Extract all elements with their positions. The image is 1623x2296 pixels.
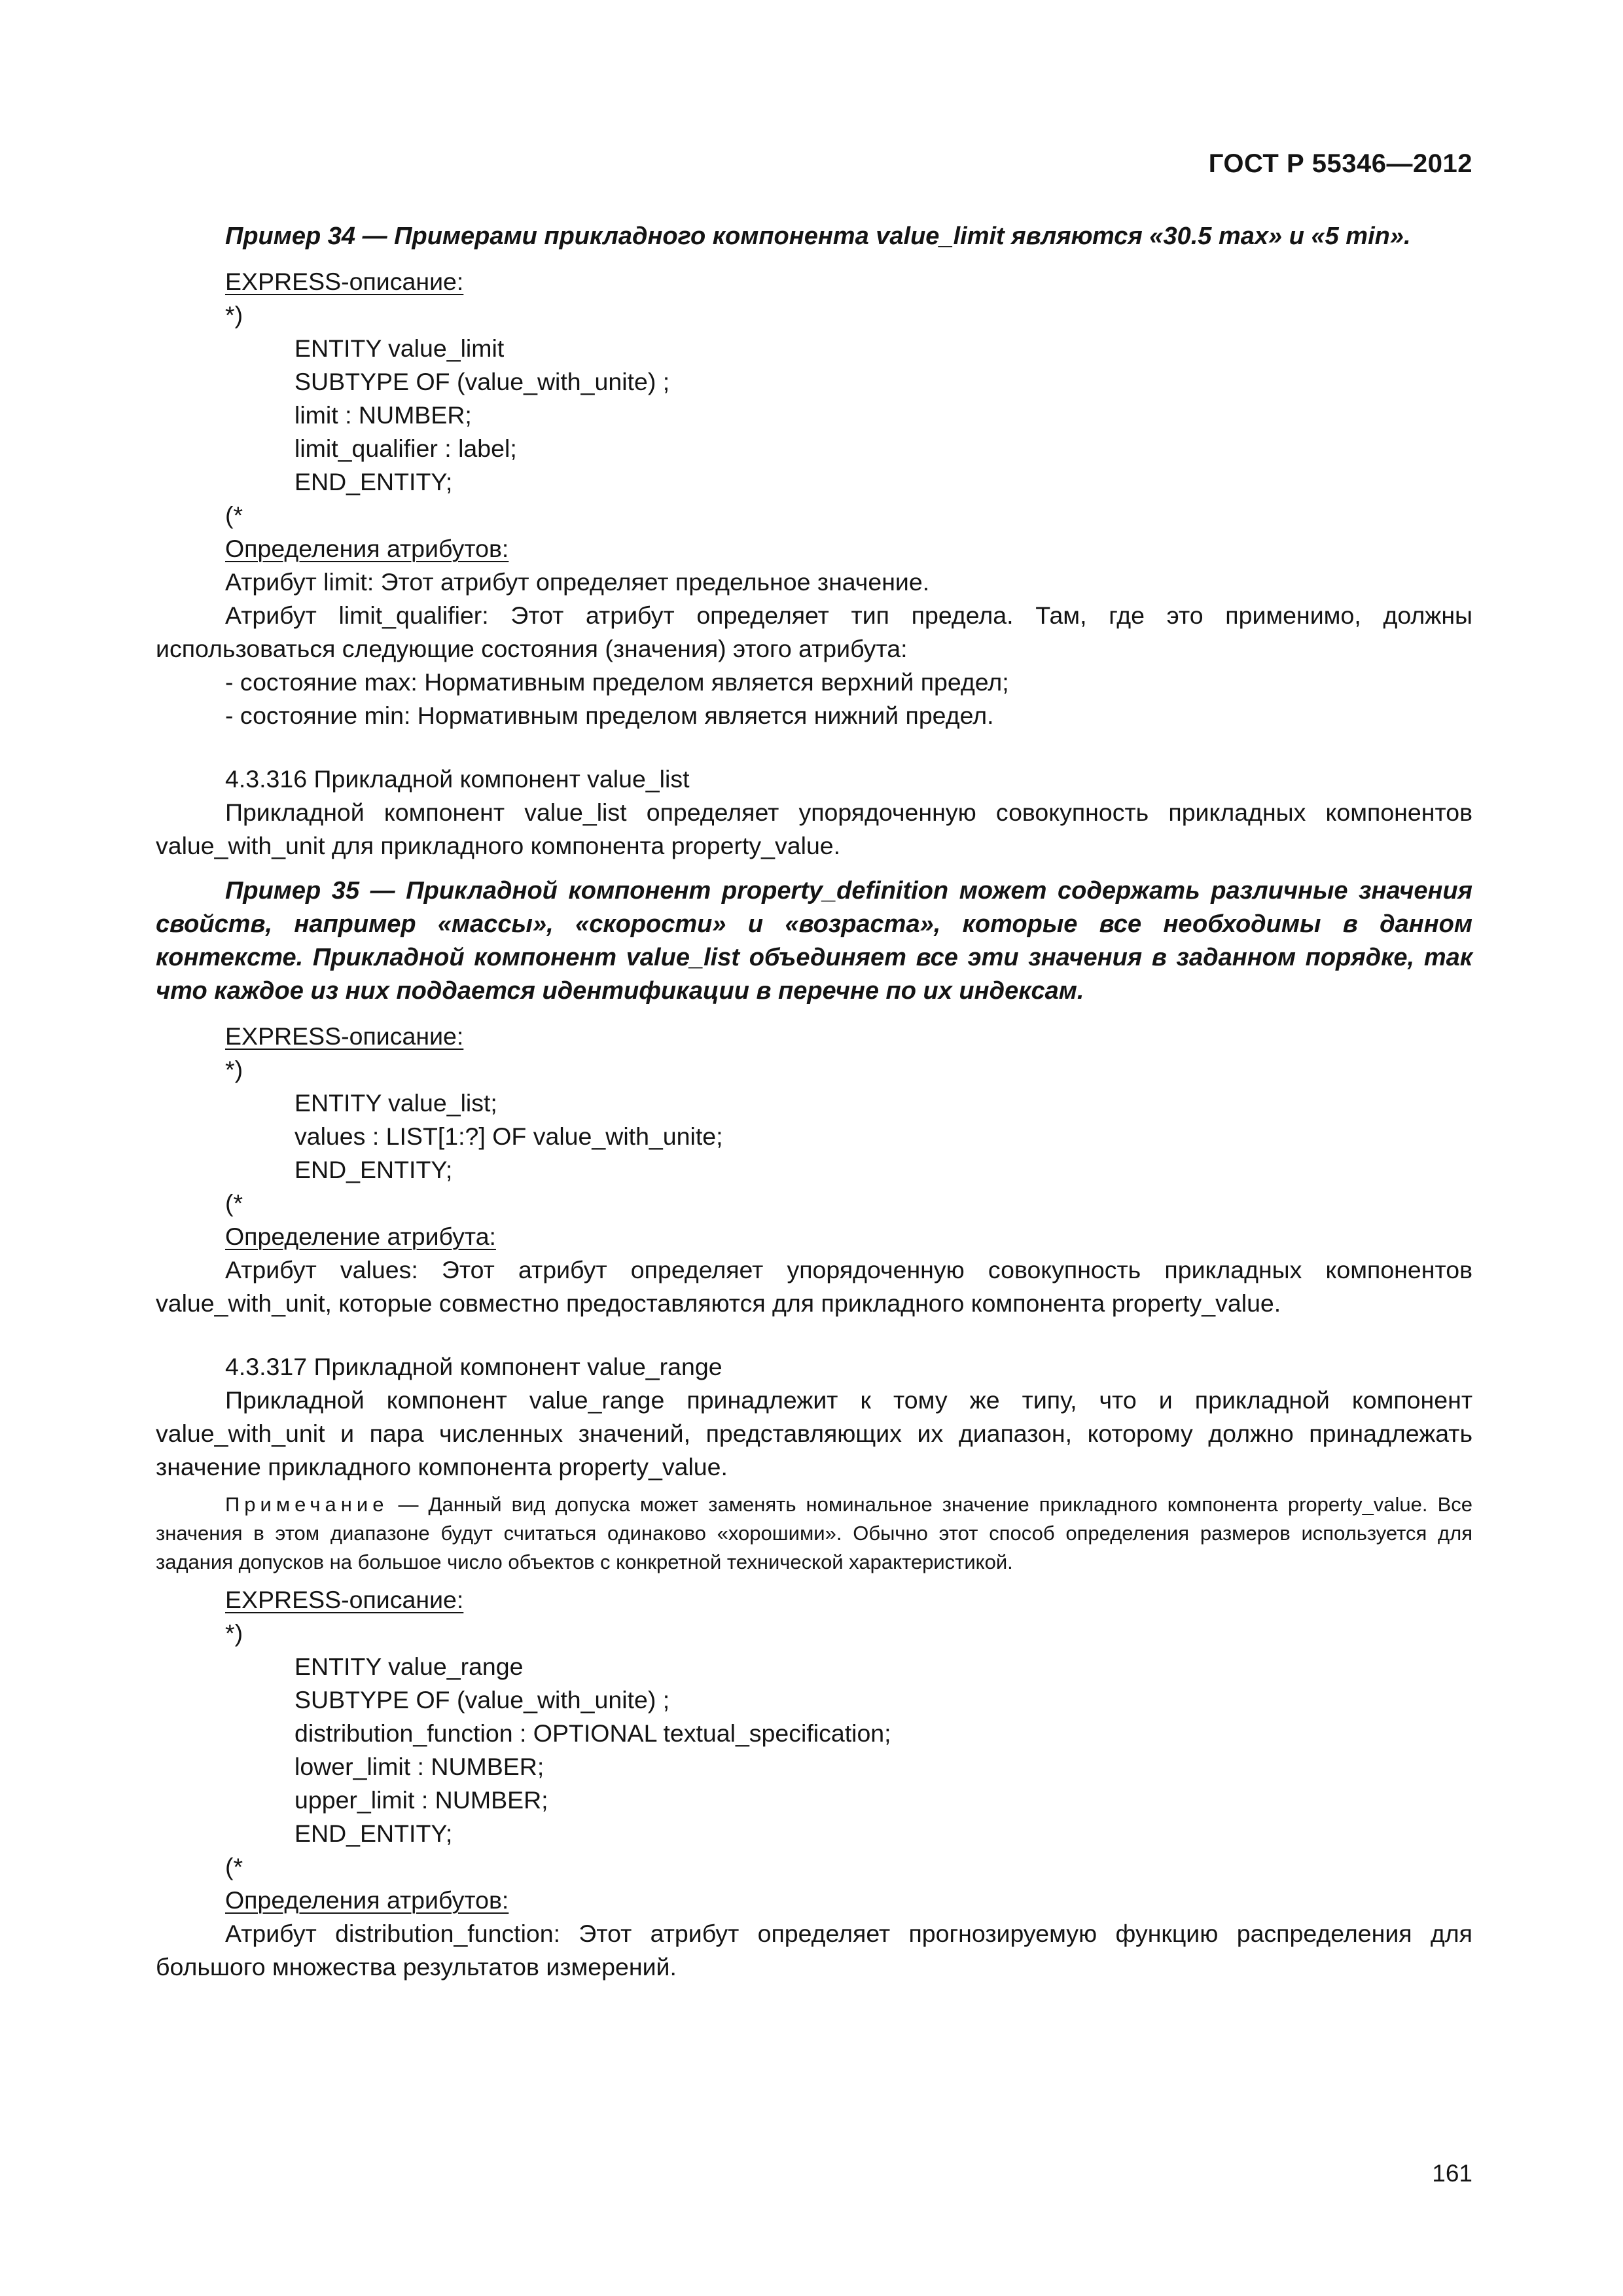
list-item: - состояние max: Нормативным пределом является верхний предел;	[225, 668, 1009, 696]
page-content	[156, 220, 1472, 1984]
comment-open: *)	[225, 1619, 243, 1647]
note	[156, 1490, 1472, 1577]
code-line: limit : NUMBER;	[294, 401, 472, 429]
code-line: lower_limit : NUMBER;	[294, 1753, 544, 1780]
section-heading-316: 4.3.316 Прикладной компонент value_list	[225, 765, 690, 793]
code-line: ENTITY value_list;	[294, 1089, 497, 1117]
code-line: END_ENTITY;	[294, 468, 453, 495]
attribute-description: Атрибут limit_qualifier: Этот атрибут определяет тип предела. Там, где это применимо, должны использоваться следующие состояния (значения) этого атрибута:	[156, 601, 1472, 662]
attribute-label: Определение атрибута:	[225, 1223, 496, 1250]
note-label: Примечание	[225, 1493, 389, 1516]
comment-close: (*	[225, 501, 243, 529]
code-line: distribution_function : OPTIONAL textual_specification;	[294, 1719, 891, 1747]
code-line: ENTITY value_limit	[294, 334, 505, 362]
code-line: SUBTYPE OF (value_with_unite) ;	[294, 1686, 670, 1713]
code-line: END_ENTITY;	[294, 1820, 453, 1847]
attributes-label: Определения атрибутов:	[225, 1886, 509, 1914]
code-line: limit_qualifier : label;	[294, 435, 517, 462]
comment-open: *)	[225, 301, 243, 329]
section-text-316: Прикладной компонент value_list определяет упорядоченную совокупность прикладных компонентов value_with_unit для прикладного компонента property_value.	[156, 798, 1472, 859]
comment-open: *)	[225, 1056, 243, 1083]
code-line: ENTITY value_range	[294, 1653, 524, 1680]
section-text-317: Прикладной компонент value_range принадлежит к тому же типу, что и прикладной компонент value_with_unit и пара численных значений, представляющих их диапазон, которому должно принадлежать значение прикладного компонента property_value.	[156, 1386, 1472, 1480]
express-label: EXPRESS-описание:	[225, 1586, 464, 1613]
code-line: SUBTYPE OF (value_with_unite) ;	[294, 368, 670, 395]
attribute-description: Атрибут values: Этот атрибут определяет упорядоченную совокупность прикладных компонентов value_with_unit, которые совместно предоставляются для прикладного компонента property_value.	[156, 1256, 1472, 1317]
code-line: upper_limit : NUMBER;	[294, 1786, 548, 1814]
comment-close: (*	[225, 1189, 243, 1217]
page-number: 161	[1432, 2160, 1472, 2187]
express-label: EXPRESS-описание:	[225, 1022, 464, 1050]
example-35: Пример 35 — Прикладной компонент property_definition может содержать различные значения свойств, например «массы», «скорости» и «возраста», которые все необходимы в данном контексте. Прикладной компонент value_list объединяет все эти значения в заданном порядке, так что каждое из них поддается идентификации в перечне по их индексам.	[156, 877, 1472, 1005]
example-34: Пример 34 — Примерами прикладного компонента value_limit являются «30.5 max» и «5 min».	[225, 223, 1411, 250]
list-item: - состояние min: Нормативным пределом является нижний предел.	[225, 702, 994, 729]
code-line: END_ENTITY;	[294, 1156, 453, 1183]
express-label: EXPRESS-описание:	[225, 268, 464, 295]
code-line: values : LIST[1:?] OF value_with_unite;	[294, 1122, 723, 1150]
note-text: — Данный вид допуска может заменять номинальное значение прикладного компонента property_value. Все значения в этом диапазоне будут считаться одинаково «хорошими». Обычно этот способ определения размеров используется для задания допусков на большое число объектов с конкретной технической характеристикой.	[156, 1493, 1472, 1573]
section-heading-317: 4.3.317 Прикладной компонент value_range	[225, 1353, 722, 1380]
attribute-description: Атрибут distribution_function: Этот атрибут определяет прогнозируемую функцию распределения для большого множества результатов измерений.	[156, 1920, 1472, 1981]
standard-header: ГОСТ Р 55346—2012	[1208, 149, 1472, 178]
comment-close: (*	[225, 1853, 243, 1880]
attribute-description: Атрибут limit: Этот атрибут определяет предельное значение.	[225, 568, 930, 596]
attributes-label: Определения атрибутов:	[225, 535, 509, 562]
